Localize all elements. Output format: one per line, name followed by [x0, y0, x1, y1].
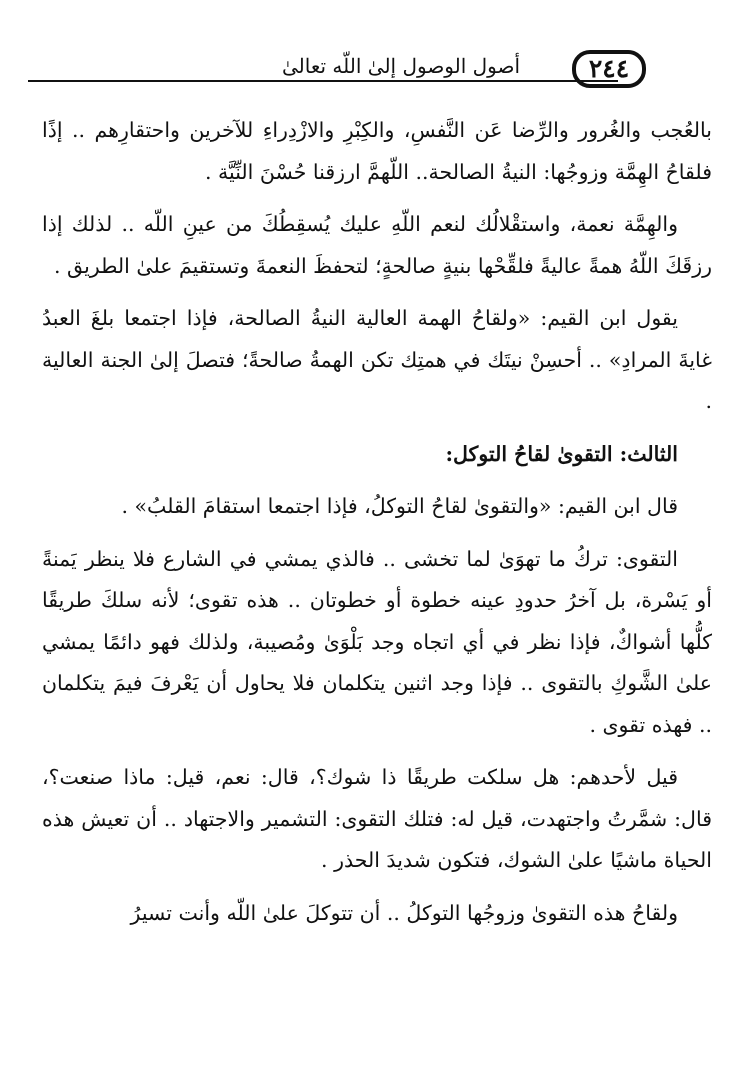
paragraph: والهِمَّة نعمة، واستقْلالُك لنعم اللّهِ عليك يُسقِطُكَ من عينِ اللّه .. لذلك إذا رزقَكَ اللّهُ همةً عاليةً فلقِّحْها بنيةٍ صالحةٍ؛ لتحفظَ النعمةَ وتستقيمَ علىٰ الطريق .: [42, 212, 712, 278]
paragraph: بالعُجب والغُرور والرِّضا عَن النَّفسِ، والكِبْرِ والازْدِراءِ للآخرين واحتقارِهم .. إذًا فلقاحُ الهِمَّة وزوجُها: النيةُ الصالحة.. اللّهمَّ ارزقنا حُسْنَ النِّيَّة .: [42, 118, 712, 184]
section-heading: الثالث: التقوىٰ لقاحُ التوكل:: [445, 441, 678, 466]
paragraph: التقوى: تركُ ما تهوَىٰ لما تخشى .. فالذي يمشي في الشارع فلا ينظر يَمنةً أو يَسْرة، بل آخرُ حدودِ عينه خطوة أو خطوتان .. هذه تقوى؛ لأنه سلكَ طريقًا كلُّها أشواكٌ، فإذا نظر في أي اتجاه وجد بَلْوَىٰ ومُصيبة، ولذلك فهو دائمًا يمشي علىٰ الشَّوكِ بالتقوى .. فإذا وجد اثنين يتكلمان فلا يحاول أن يَعْرفَ فيمَ يتكلمان .. فهذه تقوى .: [42, 546, 712, 737]
paragraph: يقول ابن القيم: «ولقاحُ الهمة العالية النيةُ الصالحة، فإذا اجتمعا بلغَ العبدُ غايةَ المرادِ» .. أحسِنْ نيتَك في همتِك تكن الهمةُ صالحةً؛ فتصلَ إلىٰ الجنة العالية .: [42, 306, 712, 413]
paragraph: ولقاحُ هذه التقوىٰ وزوجُها التوكلُ .. أن تتوكلَ علىٰ اللّه وأنت تسيرُ: [130, 900, 678, 925]
running-title: أصول الوصول إلىٰ اللّه تعالىٰ: [282, 54, 521, 78]
paragraph: قيل لأحدهم: هل سلكت طريقًا ذا شوك؟، قال: نعم، قيل: ماذا صنعت؟، قال: شمَّرتُ واجتهدت، قيل له: فتلك التقوى: التشمير والاجتهاد .. أن تعيش هذه الحياة ماشيًا علىٰ الشوك، فتكون شديدَ الحذر .: [42, 765, 712, 872]
header-rule: [28, 80, 618, 82]
page-header: [20, 40, 726, 94]
page-body: [42, 110, 712, 945]
paragraph: قال ابن القيم: «والتقوىٰ لقاحُ التوكلُ، فإذا اجتمعا استقامَ القلبُ» .: [121, 494, 678, 518]
page-number-badge: ٢٤٤: [572, 50, 646, 88]
